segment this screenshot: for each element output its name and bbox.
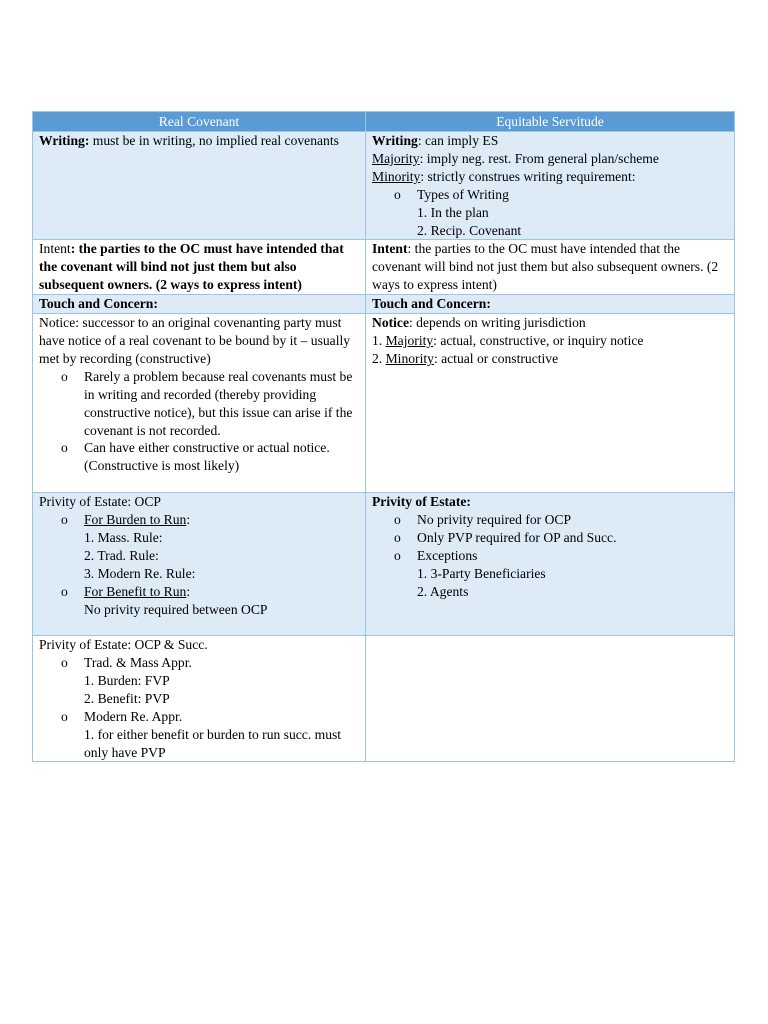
- es-writing-sub1: 1. In the plan: [417, 204, 489, 220]
- rc-rule3: 3. Modern Re. Rule:: [84, 565, 196, 581]
- table-row-privity-succ: [33, 636, 735, 762]
- cell-es-notice: [366, 314, 735, 493]
- list-item: [372, 547, 728, 565]
- bullet-marker: o: [61, 708, 68, 724]
- es-privity-s2: 2. Agents: [417, 583, 469, 599]
- table-row-notice: [33, 314, 735, 493]
- list-item: [39, 368, 359, 440]
- bullet-marker: o: [61, 654, 68, 670]
- bullet-marker: o: [61, 440, 68, 456]
- cell-rc-intent: [33, 240, 366, 295]
- es-notice-label: Notice: [372, 315, 409, 331]
- es-notice-l2-label: Minority: [385, 350, 434, 366]
- es-writing-bullet: Types of Writing: [417, 186, 509, 202]
- es-touch-concern: Touch and Concern:: [366, 295, 735, 314]
- rc-intent-text: : the parties to the OC must have intended that the covenant will bind not just them but also subsequent owners. (2 ways to express intent): [39, 241, 344, 293]
- es-privity-label: Privity of Estate:: [372, 494, 471, 510]
- bullet-marker: o: [394, 529, 401, 545]
- bullet-marker: o: [394, 186, 401, 202]
- es-privity-s1: 1. 3-Party Beneficiaries: [417, 565, 546, 581]
- rc-benefit-label: For Benefit to Run: [84, 583, 187, 599]
- table-row-writing: [33, 132, 735, 240]
- table-row-intent: [33, 240, 735, 295]
- rc-succ-s1: 1. Burden: FVP: [84, 672, 170, 688]
- es-intent-text: : the parties to the OC must have intended that the covenant will bind not just them but also subsequent owners. (2 ways to express intent): [372, 241, 719, 293]
- rc-succ-b1: Trad. & Mass Appr.: [84, 654, 192, 670]
- cell-rc-privity-succ: [33, 636, 366, 762]
- es-intent-label: Intent: [372, 241, 408, 257]
- bullet-marker: o: [61, 511, 68, 527]
- rc-rule1: 1. Mass. Rule:: [84, 529, 163, 545]
- rc-benefit-text: No privity required between OCP: [84, 601, 268, 617]
- es-privity-b3: Exceptions: [417, 547, 478, 563]
- rc-benefit-colon: :: [186, 583, 191, 599]
- es-writing-sub2: 2. Recip. Covenant: [417, 222, 522, 238]
- bullet-marker: o: [61, 583, 68, 599]
- bullet-marker: o: [394, 511, 401, 527]
- header-equitable-servitude: Equitable Servitude: [366, 112, 735, 132]
- cell-rc-privity-ocp: [33, 493, 366, 636]
- es-majority-text: : imply neg. rest. From general plan/scheme: [419, 150, 659, 166]
- list-item: [39, 439, 359, 475]
- table-row-touch-concern: [33, 295, 735, 314]
- rc-notice-bullet2: Can have either constructive or actual notice. (Constructive is most likely): [84, 440, 330, 474]
- list-item: [372, 511, 728, 529]
- cell-es-privity-ocp: [366, 493, 735, 636]
- bullet-marker: o: [61, 368, 68, 384]
- list-item: [39, 654, 359, 672]
- rc-burden-colon: :: [186, 511, 191, 527]
- header-real-covenant: Real Covenant: [33, 112, 366, 132]
- rc-writing-label: Writing:: [39, 133, 90, 148]
- rc-privity-succ-text: Privity of Estate: OCP & Succ.: [39, 637, 208, 653]
- rc-succ-s3: 1. for either benefit or burden to run succ. must only have PVP: [84, 726, 342, 760]
- list-item: [372, 186, 728, 204]
- cell-es-privity-succ-empty: [366, 636, 735, 762]
- rc-writing-text: must be in writing, no implied real covenants: [89, 133, 339, 148]
- rc-rule2: 2. Trad. Rule:: [84, 547, 159, 563]
- list-item: [372, 529, 728, 547]
- cell-es-writing: [366, 132, 735, 240]
- list-item: [39, 708, 359, 726]
- rc-notice-text: Notice: successor to an original covenanting party must have notice of a real covenant to be bound by it – usually met by recording (constructive): [39, 315, 351, 366]
- comparison-table: [32, 111, 735, 762]
- cell-es-intent: [366, 240, 735, 295]
- cell-rc-writing: [33, 132, 366, 240]
- es-privity-b2: Only PVP required for OP and Succ.: [417, 529, 617, 545]
- es-notice-l1-text: : actual, constructive, or inquiry notice: [433, 332, 644, 348]
- table-header-row: [33, 112, 735, 132]
- rc-notice-bullet1: Rarely a problem because real covenants must be in writing and recorded (thereby providing constructive notice), but this issue can arise if the covenant is not recorded.: [84, 368, 353, 438]
- es-notice-l1-num: 1.: [372, 332, 386, 348]
- rc-touch-concern: Touch and Concern:: [33, 295, 366, 314]
- list-item: [39, 511, 359, 529]
- es-writing-label: Writing: [372, 133, 418, 148]
- es-minority-text: : strictly construes writing requirement:: [420, 168, 636, 184]
- rc-succ-s2: 2. Benefit: PVP: [84, 690, 170, 706]
- bullet-marker: o: [394, 547, 401, 563]
- cell-rc-notice: [33, 314, 366, 493]
- es-writing-text: : can imply ES: [417, 133, 499, 148]
- table-row-privity-ocp: [33, 493, 735, 636]
- es-majority-label: Majority: [372, 150, 420, 166]
- es-notice-text: : depends on writing jurisdiction: [409, 315, 586, 331]
- es-minority-label: Minority: [372, 168, 421, 184]
- es-privity-b1: No privity required for OCP: [417, 511, 572, 527]
- list-item: [39, 583, 359, 601]
- rc-privity-ocp-text: Privity of Estate: OCP: [39, 494, 161, 510]
- rc-succ-b2: Modern Re. Appr.: [84, 708, 183, 724]
- es-notice-l2-num: 2.: [372, 350, 386, 366]
- es-notice-l2-text: : actual or constructive: [433, 350, 559, 366]
- es-notice-l1-label: Majority: [385, 332, 434, 348]
- rc-burden-label: For Burden to Run: [84, 511, 187, 527]
- rc-intent-label: Intent: [39, 241, 71, 257]
